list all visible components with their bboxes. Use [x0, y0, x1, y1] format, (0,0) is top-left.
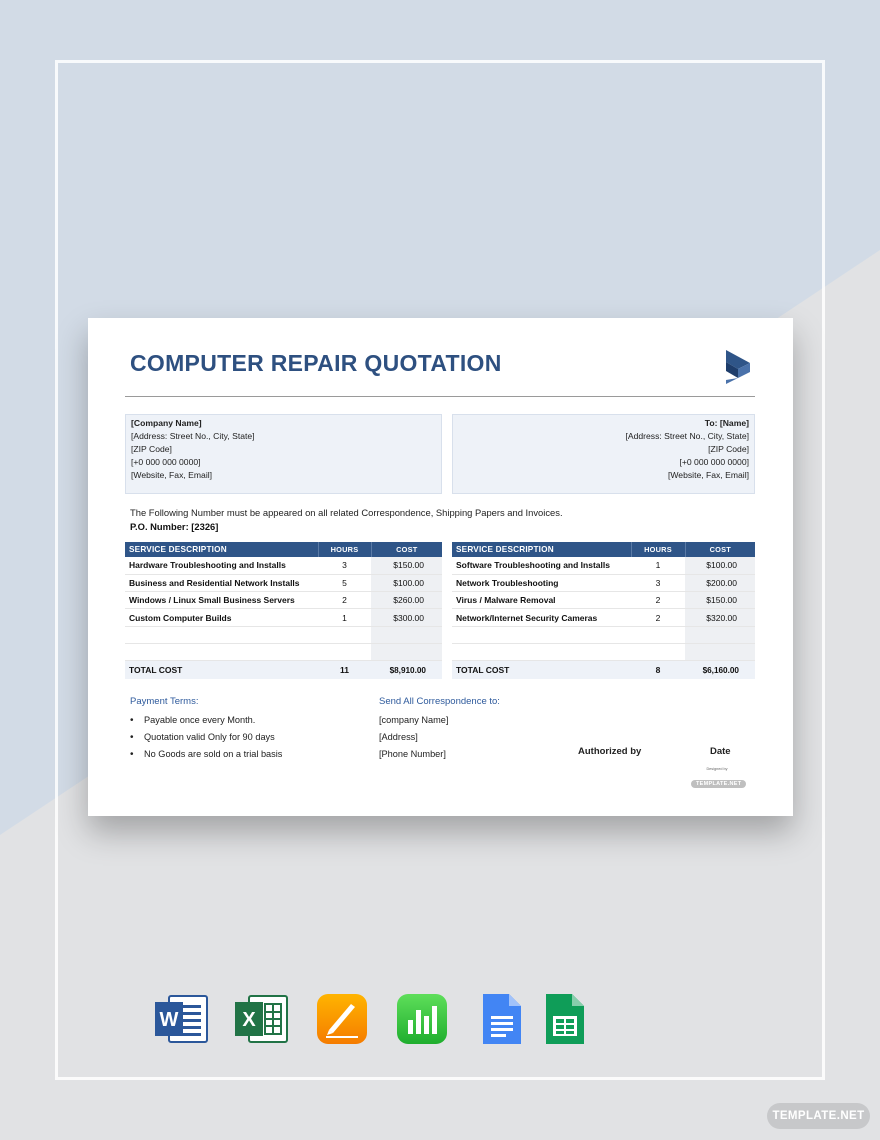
header-cost: COST — [685, 542, 755, 557]
row-description: Software Troubleshooting and Installs — [452, 557, 631, 574]
row-description: Business and Residential Network Installs — [125, 574, 318, 591]
table-row-empty — [452, 626, 755, 643]
service-table-right — [452, 542, 755, 679]
from-company: [Company Name] — [131, 418, 202, 428]
header-hours: HOURS — [631, 542, 685, 557]
row-description: Network Troubleshooting — [452, 574, 631, 591]
header-hours: HOURS — [318, 542, 371, 557]
google-sheets-icon[interactable] — [544, 992, 598, 1046]
to-name: To: [Name] — [704, 418, 749, 428]
row-description: Network/Internet Security Cameras — [452, 609, 631, 626]
correspondence-phone: [Phone Number] — [379, 749, 446, 759]
to-info-box — [452, 414, 755, 494]
po-number: P.O. Number: [2326] — [130, 521, 219, 532]
row-hours: 2 — [318, 592, 371, 609]
to-phone: [+0 000 000 0000] — [679, 457, 749, 467]
table-row-empty — [125, 626, 442, 643]
total-cost: $8,910.00 — [371, 661, 442, 679]
table-row — [452, 574, 755, 591]
authorized-by-label: Authorized by — [578, 746, 642, 757]
date-label: Date — [710, 746, 731, 757]
row-description: Windows / Linux Small Business Servers — [125, 592, 318, 609]
template-net-badge[interactable]: TEMPLATE.NET — [767, 1103, 870, 1129]
payment-terms-title: Payment Terms: — [130, 696, 199, 707]
word-icon[interactable] — [155, 992, 209, 1046]
list-item: • Quotation valid Only for 90 days — [130, 729, 282, 746]
numbers-icon[interactable] — [395, 992, 449, 1046]
row-cost: $260.00 — [371, 592, 442, 609]
service-table-left — [125, 542, 442, 679]
row-description: Hardware Troubleshooting and Installs — [125, 557, 318, 574]
google-docs-icon[interactable] — [475, 992, 529, 1046]
table-row — [125, 557, 442, 574]
row-description: Custom Computer Builds — [125, 609, 318, 626]
header-cost: COST — [371, 542, 442, 557]
payment-terms-list — [130, 712, 282, 763]
row-cost: $150.00 — [685, 592, 755, 609]
total-cost: $6,160.00 — [685, 661, 755, 679]
title-divider — [125, 396, 755, 397]
total-label: TOTAL COST — [125, 661, 318, 679]
designed-by-badge — [691, 767, 743, 790]
row-hours: 5 — [318, 574, 371, 591]
row-cost: $150.00 — [371, 557, 442, 574]
row-hours: 3 — [318, 557, 371, 574]
designed-by-brand: TEMPLATE.NET — [691, 780, 746, 788]
table-row-empty — [452, 643, 755, 660]
header-description: SERVICE DESCRIPTION — [125, 542, 318, 557]
document-title: COMPUTER REPAIR QUOTATION — [130, 350, 502, 376]
svg-text:X: X — [242, 1009, 256, 1031]
correspondence-note: The Following Number must be appeared on all related Correspondence, Shipping Papers and Invoices. — [130, 507, 563, 518]
table-row-empty — [125, 643, 442, 660]
table-row — [125, 574, 442, 591]
row-hours: 3 — [631, 574, 685, 591]
row-cost: $100.00 — [371, 574, 442, 591]
table-row — [125, 592, 442, 609]
table-header — [452, 542, 755, 557]
table-row — [452, 592, 755, 609]
total-row — [125, 661, 442, 679]
from-web: [Website, Fax, Email] — [131, 470, 213, 480]
header-description: SERVICE DESCRIPTION — [452, 542, 631, 557]
row-cost: $320.00 — [685, 609, 755, 626]
company-logo-icon — [724, 350, 750, 384]
list-item: • No Goods are sold on a trial basis — [130, 746, 282, 763]
designed-by-text: Designed by — [706, 767, 728, 771]
svg-text:W: W — [159, 1009, 179, 1031]
row-hours: 1 — [318, 609, 371, 626]
from-phone: [+0 000 000 0000] — [131, 457, 201, 467]
total-hours: 11 — [318, 661, 371, 679]
to-address: [Address: Street No., City, State] — [625, 431, 749, 441]
from-zip: [ZIP Code] — [131, 444, 172, 454]
from-info-box — [125, 414, 442, 494]
total-label: TOTAL COST — [452, 661, 631, 679]
table-row — [125, 609, 442, 626]
correspondence-company: [company Name] — [379, 715, 449, 725]
total-row — [452, 661, 755, 679]
row-cost: $300.00 — [371, 609, 442, 626]
pages-icon[interactable] — [315, 992, 369, 1046]
table-row — [452, 557, 755, 574]
list-item: • Payable once every Month. — [130, 712, 282, 729]
correspondence-address: [Address] — [379, 732, 418, 742]
quotation-document — [88, 318, 793, 816]
row-hours: 1 — [631, 557, 685, 574]
excel-icon[interactable] — [235, 992, 289, 1046]
row-hours: 2 — [631, 609, 685, 626]
correspondence-details — [379, 712, 448, 763]
row-cost: $200.00 — [685, 574, 755, 591]
from-address: [Address: Street No., City, State] — [131, 431, 255, 441]
row-description: Virus / Malware Removal — [452, 592, 631, 609]
table-header — [125, 542, 442, 557]
table-row — [452, 609, 755, 626]
total-hours: 8 — [631, 661, 685, 679]
row-cost: $100.00 — [685, 557, 755, 574]
row-hours: 2 — [631, 592, 685, 609]
correspondence-title: Send All Correspondence to: — [379, 696, 500, 707]
to-zip: [ZIP Code] — [708, 444, 749, 454]
to-web: [Website, Fax, Email] — [667, 470, 749, 480]
